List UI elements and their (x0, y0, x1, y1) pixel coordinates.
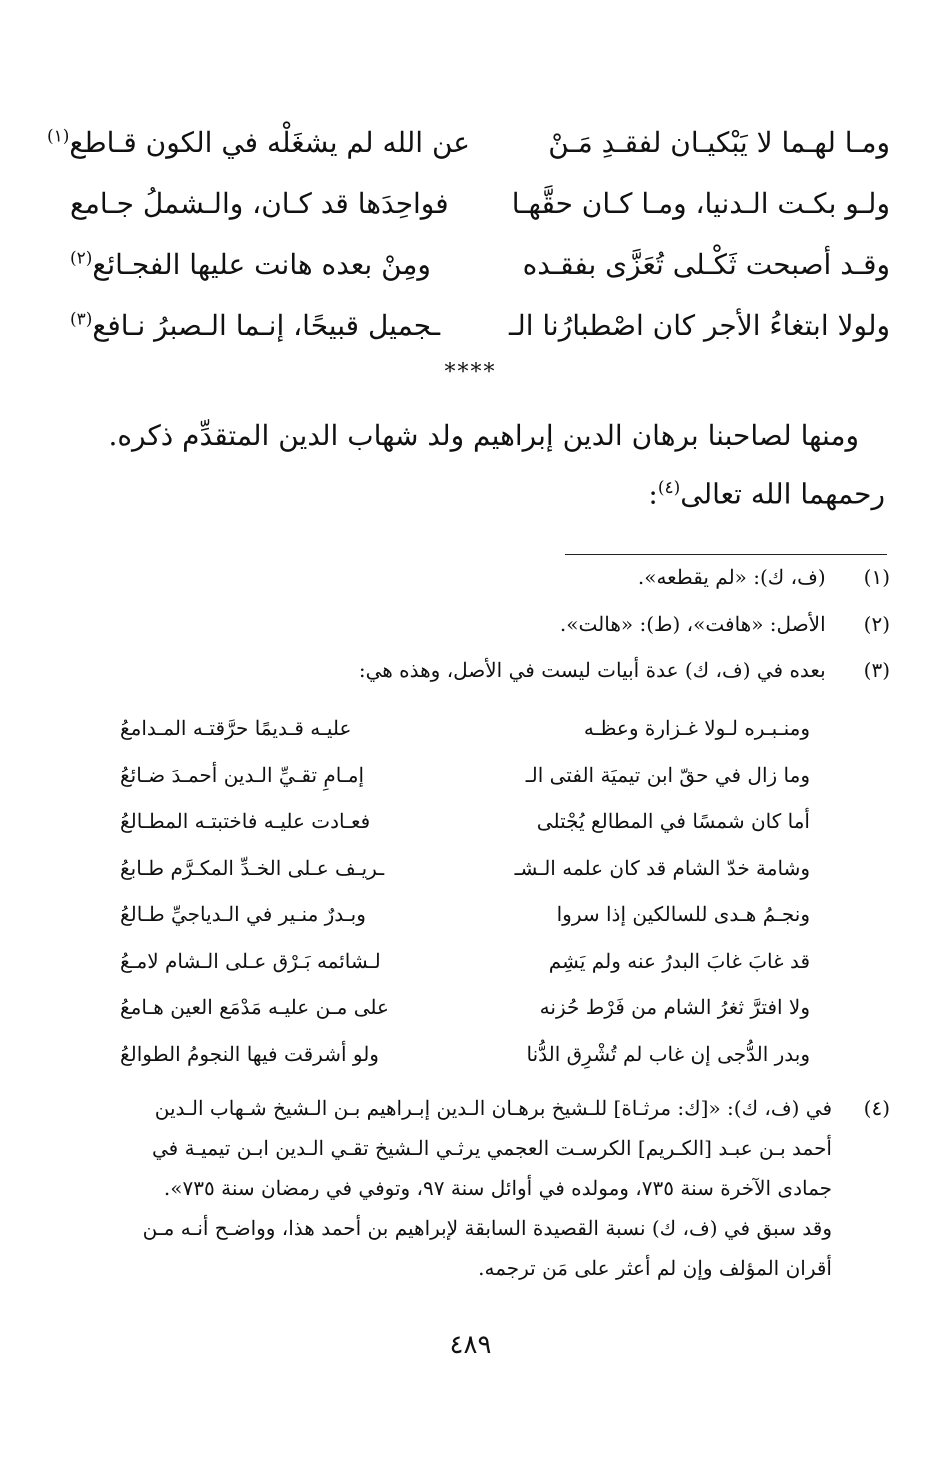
verse-first-hemistich: أما كان شمسًا في المطالع يُجْتلى (536, 809, 810, 834)
poem-first-hemistich: ولـو بكـت الـدنيا، ومـا كـان حقَّهـا (511, 187, 890, 220)
footnote-3 (70, 658, 890, 682)
footnote-verse (120, 845, 810, 892)
footnote-verse (120, 938, 810, 985)
poem-first-hemistich: ومـا لهـما لا يَبْكيـان لفقـدِ مَـنْ (548, 126, 890, 159)
footnote-text: بعده في (ف، ك) عدة أبيات ليست في الأصل، وهذه هي: (358, 658, 826, 682)
hemistich-text: فواحِدَها قد كـان، والـشملُ جـامع (70, 187, 449, 220)
intro-line: ومنها لصاحبنا برهان الدين إبراهيم ولد شهاب الدين المتقدِّم ذكره. (108, 419, 859, 452)
footnote-number: (٣) (863, 658, 890, 682)
footnote-verse (120, 752, 810, 799)
verse-second-hemistich: عليـه قـديمًا حرَّقتـه المـدامعُ (120, 716, 352, 741)
footnote-verse (120, 984, 810, 1031)
footnote-verse (120, 1031, 810, 1078)
footnote-line: جمادى الآخرة سنة ٧٣٥، ومولده في أوائل سنة ٩٧، وتوفي في رمضان سنة ٧٣٥». (163, 1176, 832, 1200)
footnote-text: في (ف، ك): «[ك: مرثـاة] للـشيخ برهـان الـدين إبـراهيم بـن الـشيخ شـهاب الـدين (154, 1096, 832, 1120)
poem-first-hemistich: وقـد أصبحت ثَكْـلى تُعَزَّى بفقـده (522, 248, 890, 281)
intro-colon: : (648, 477, 658, 511)
footnote-2 (70, 612, 890, 636)
footnote-line: أحمد بـن عبـد [الكـريم] الكرسـت العجمي يرثـي الـشيخ تقـي الـدين ابـن تيميـة في (152, 1136, 832, 1160)
poem-second-hemistich (47, 126, 470, 159)
footnote-text: الأصل: «هافت»، (ط): «هالت». (559, 612, 826, 636)
footnote-text: (ف، ك): «لم يقطعه». (637, 565, 826, 589)
verse-second-hemistich: لـشائمه بَـرْق عـلى الـشام لامـعُ (120, 948, 381, 973)
hemistich-text: عن الله لم يشغَلْه في الكون قـاطع (69, 126, 470, 159)
footnote-line: أقران المؤلف وإن لم أعثر على مَن ترجمه. (478, 1256, 832, 1280)
hemistich-text: ومِنْ بعده هانت عليها الفجـائع (92, 248, 431, 281)
intro-line (75, 462, 885, 520)
footnote-number: (١) (863, 565, 890, 589)
verse-second-hemistich: على مـن عليـه مَدْمَع العين هـامعُ (120, 995, 389, 1020)
poem-verse (70, 234, 890, 295)
verse-second-hemistich: ولو أشرقت فيها النجومُ الطوالعُ (120, 1041, 379, 1066)
poem-second-hemistich (70, 309, 470, 342)
footnote-4 (75, 1088, 890, 1288)
footnote-number: (٢) (863, 612, 890, 636)
verse-first-hemistich: ونجـمُ هـدى للسالكين إذا سروا (556, 902, 810, 927)
footnote-line: وقد سبق في (ف، ك) نسبة القصيدة السابقة لإبراهيم بن أحمد هذا، وواضـح أنـه مـن (142, 1216, 832, 1240)
poem-verse (70, 173, 890, 234)
verse-second-hemistich: فعـادت عليـه فاختبتـه المطـالعُ (120, 809, 371, 834)
footnote-ref: (١) (47, 126, 70, 147)
footnote-ref: (٣) (70, 309, 93, 330)
intro-paragraph (75, 410, 885, 520)
footnote-ref: (٢) (70, 248, 93, 269)
footnote-divider (565, 554, 887, 555)
verse-first-hemistich: قد غابَ غابَ البدرُ عنه ولم يَشِم (548, 948, 810, 973)
footnote-verse (120, 798, 810, 845)
poem (47, 112, 890, 356)
verse-first-hemistich: وشامة خدّ الشام قد كان علمه الـشـ (514, 855, 810, 880)
footnote-1 (70, 565, 890, 589)
footnote-number: (٤) (863, 1096, 890, 1120)
footnote-verse (120, 705, 810, 752)
page-number: ٤٨٩ (449, 1330, 492, 1360)
footnote-line (75, 1088, 890, 1128)
footnote-ref: (٤) (657, 478, 681, 498)
poem-first-hemistich: ولولا ابتغاءُ الأجر كان اصْطبارُنا الـ (508, 309, 890, 342)
hemistich-text: ـجميل قبيحًا، إنـما الـصبرُ نـافع (92, 309, 441, 342)
section-separator: **** (444, 360, 497, 385)
verse-first-hemistich: وما زال في حقّ ابن تيميَة الفتى الـ (525, 762, 810, 787)
footnote-verse (120, 891, 810, 938)
intro-text: رحمهما الله تعالى (680, 477, 885, 511)
footnote-verses (120, 705, 810, 1077)
poem-verse (70, 295, 890, 356)
poem-second-hemistich (70, 187, 470, 220)
verse-second-hemistich: وبـدرٌ منـير في الـدياجيِّ طـالعُ (120, 902, 366, 927)
verse-first-hemistich: ولا افترَّ ثغرُ الشام من فَرْط حُزنه (539, 995, 810, 1020)
verse-second-hemistich: ـريـف عـلى الخـدِّ المكـرَّم طـابعُ (120, 855, 385, 880)
verse-first-hemistich: وبدر الدُّجى إن غاب لم تُشْرِق الدُّنا (526, 1041, 810, 1066)
verse-first-hemistich: ومنـبـره لـولا غـزارة وعظـه (583, 716, 810, 741)
verse-second-hemistich: إمـامِ تقـيِّ الـدين أحمـدَ ضـائعُ (120, 762, 365, 787)
poem-verse (47, 112, 890, 173)
poem-second-hemistich (70, 248, 470, 281)
